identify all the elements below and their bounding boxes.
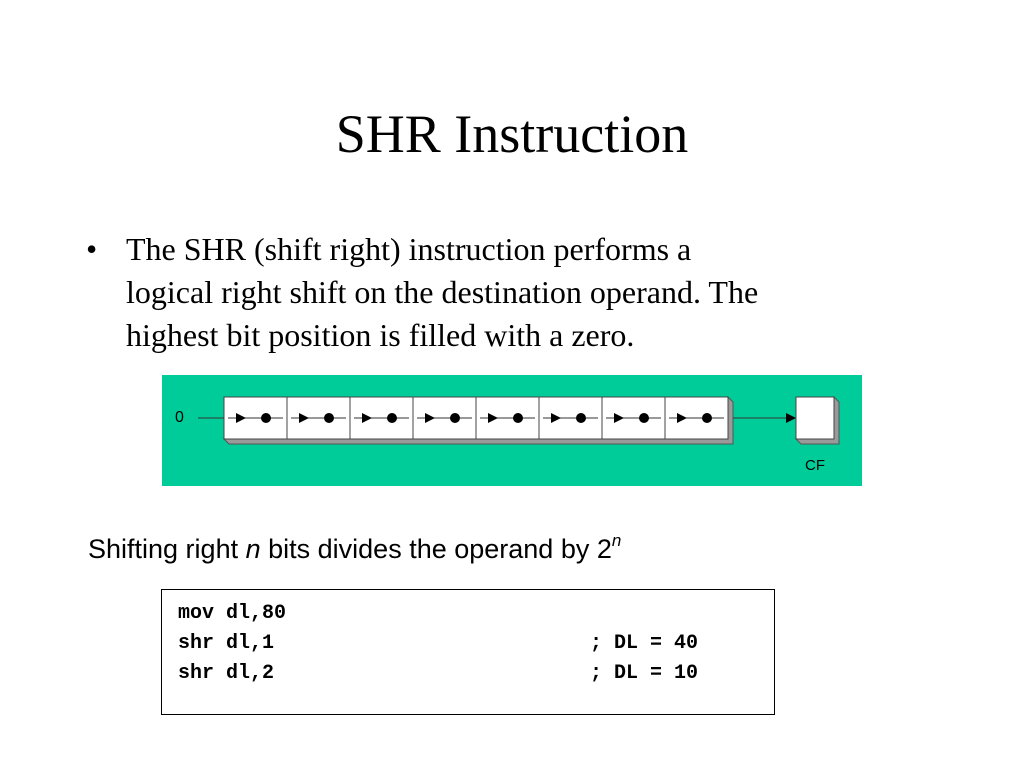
zero-input-label: 0 bbox=[175, 409, 184, 426]
bit-dot bbox=[324, 413, 334, 423]
shift-note-prefix: Shifting right bbox=[88, 534, 246, 564]
bit-dot bbox=[513, 413, 523, 423]
code-line-1: mov dl,80 bbox=[178, 602, 287, 625]
bit-dot bbox=[576, 413, 586, 423]
output-arrowhead bbox=[786, 413, 796, 423]
bullet-line-2: logical right shift on the destination operand. The bbox=[126, 274, 759, 310]
bit-dot bbox=[639, 413, 649, 423]
bit-dot bbox=[387, 413, 397, 423]
code-comment-3: ; DL = 10 bbox=[590, 662, 699, 685]
code-line-2: shr dl,1 bbox=[178, 632, 275, 655]
shift-note-exponent: n bbox=[611, 531, 622, 550]
shift-note-variable: n bbox=[245, 534, 261, 564]
shift-diagram-graphic bbox=[162, 375, 862, 486]
bullet-line-3: highest bit position is filled with a zero. bbox=[126, 317, 635, 353]
bit-dot bbox=[450, 413, 460, 423]
shift-note-middle: bits divides the operand by 2 bbox=[260, 534, 612, 564]
code-example bbox=[161, 589, 775, 715]
shift-diagram bbox=[162, 375, 862, 486]
shift-note bbox=[88, 531, 621, 567]
code-line-3: shr dl,2 bbox=[178, 662, 275, 685]
bullet-marker: • bbox=[86, 231, 98, 267]
slide-title: SHR Instruction bbox=[335, 104, 689, 164]
bit-dot bbox=[261, 413, 271, 423]
carry-flag-label: CF bbox=[805, 457, 825, 474]
carry-flag-box bbox=[796, 397, 834, 439]
bullet-line-1: The SHR (shift right) instruction performs a bbox=[126, 231, 692, 267]
bit-dot bbox=[702, 413, 712, 423]
code-comment-2: ; DL = 40 bbox=[590, 632, 699, 655]
